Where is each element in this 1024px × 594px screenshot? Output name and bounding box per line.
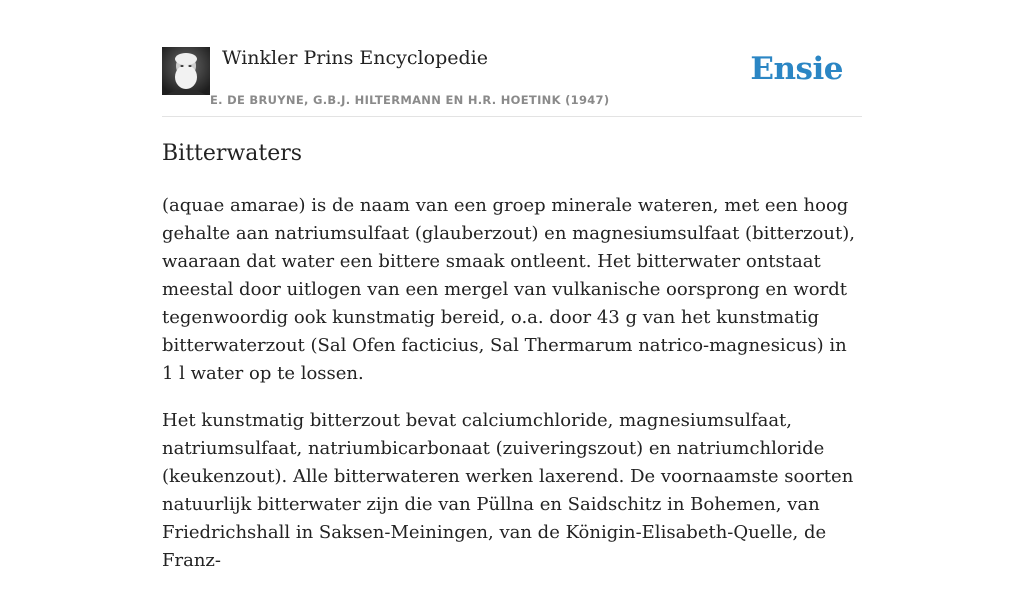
authors-line: E. DE BRUYNE, G.B.J. HILTERMANN EN H.R. HOETINK (1947) (210, 93, 610, 107)
article-paragraph: (aquae amarae) is de naam van een groep minerale wateren, met een hoog gehalte aan natriumsulfaat (glauberzout) en magnesiumsulfaat (bitterzout), waaraan dat water een bittere smaak ontleent. Het bitterwater ontstaat meestal door uitlogen van een mergel van vulkanische oorsprong en wordt tegenwoordig ook kunstmatig bereid, o.a. door 43 g van het kunstmatig bitterwaterzout (Sal Ofen facticius, Sal Thermarum natrico-magnesicus) in 1 l water op te lossen. (162, 195, 855, 384)
source-header (162, 45, 862, 117)
source-title[interactable]: Winkler Prins Encyclopedie (222, 47, 488, 69)
article-body (162, 192, 862, 594)
brand-logo[interactable]: Ensie (750, 51, 843, 87)
article-title: Bitterwaters (162, 141, 303, 166)
portrait-avatar-icon[interactable] (162, 47, 210, 95)
article-paragraph: Het kunstmatig bitterzout bevat calciumchloride, magnesiumsulfaat, natriumsulfaat, natriumbicarbonaat (zuiveringszout) en natriumchloride (keukenzout). Alle bitterwateren werken laxerend. De voornaamste soorten natuurlijk bitterwater zijn die van Püllna en Saidschitz in Bohemen, van Friedrichshall in Saksen-Meiningen, van de Königin-Elisabeth-Quelle, de Franz- (162, 410, 854, 571)
